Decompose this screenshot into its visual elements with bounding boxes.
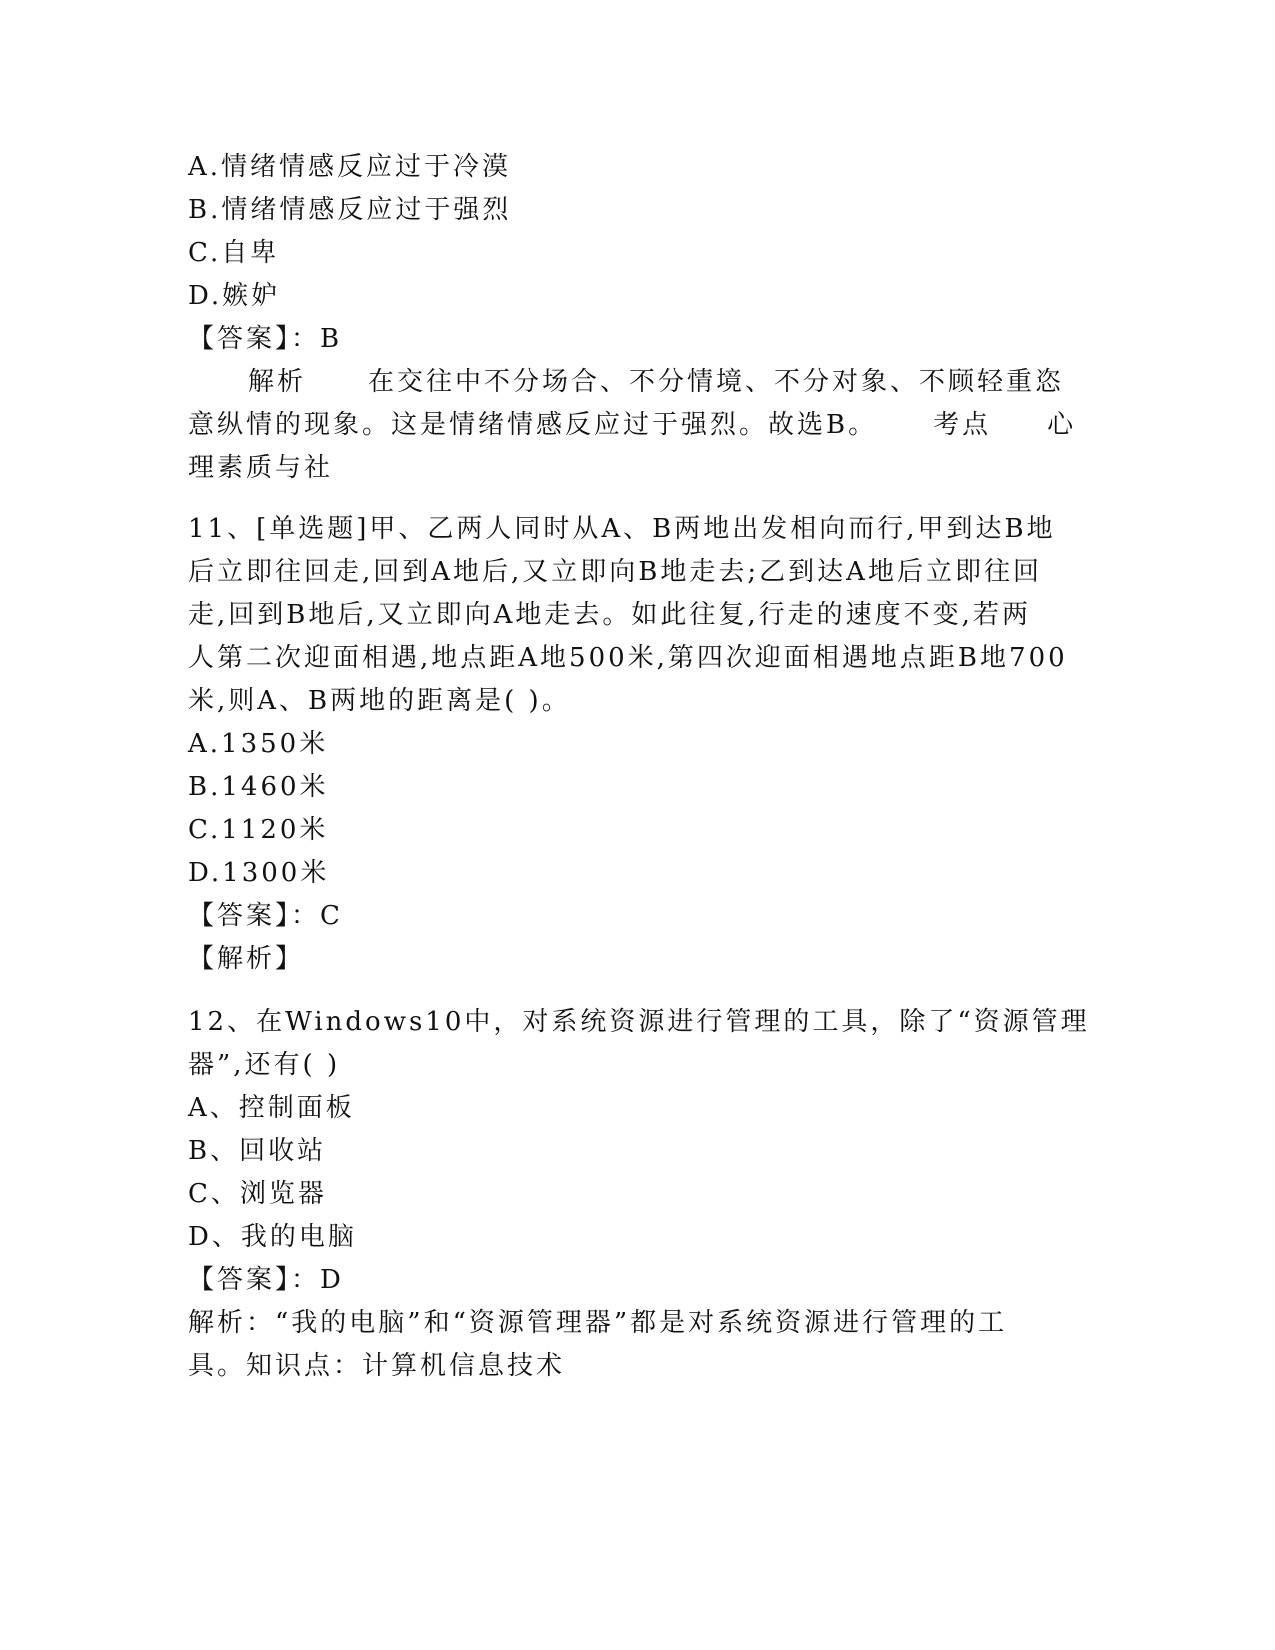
option-d: D、我的电脑 (188, 1222, 357, 1252)
document-page (188, 146, 1088, 1388)
option-c: C、浏览器 (188, 1179, 327, 1209)
stem-line: 走,回到B地后,又立即向A地走去。如此往复,行走的速度不变,若两 (188, 600, 1031, 630)
stem-line: 人第二次迎面相遇,地点距A地500米,第四次迎面相遇地点距B地700 (188, 643, 1068, 673)
option-d: D.1300米 (188, 858, 330, 888)
question-11-stem (188, 508, 1088, 723)
option-c: C.自卑 (188, 238, 280, 268)
question-12-stem (188, 1001, 1088, 1087)
question-10-analysis (188, 361, 1088, 490)
analysis-text-continued: 意纵情的现象。这是情绪情感反应过于强烈。故选B。 (188, 410, 878, 440)
analysis-line: 具。知识点：计算机信息技术 (188, 1351, 566, 1381)
option-a: A.1350米 (188, 729, 329, 759)
point-label: 考点 (933, 410, 992, 440)
option-a: A、控制面板 (188, 1093, 355, 1123)
point-text-continued: 理素质与社 (188, 453, 334, 483)
option-b: B.1460米 (188, 772, 329, 802)
analysis-line: 解析：“我的电脑”和“资源管理器”都是对系统资源进行管理的工 (188, 1308, 1008, 1338)
analysis-text: 在交往中不分场合、不分情境、不分对象、不顾轻重恣 (368, 367, 1065, 397)
point-text: 心 (1047, 410, 1077, 440)
stem-line: 后立即往回走,回到A地后,又立即向B地走去;乙到达A地后立即往回 (188, 557, 1042, 587)
stem-line: 米,则A、B两地的距离是( )。 (188, 686, 571, 716)
option-a: A.情绪情感反应过于冷漠 (188, 152, 512, 182)
question-11-options (188, 723, 1088, 895)
question-12-analysis (188, 1302, 1088, 1388)
question-12-options (188, 1087, 1088, 1259)
analysis-label: 解析 (248, 367, 307, 397)
question-10-answer: 【答案】：B (188, 324, 343, 354)
question-12-answer: 【答案】：D (188, 1265, 344, 1295)
option-b: B、回收站 (188, 1136, 327, 1166)
option-d: D.嫉妒 (188, 281, 281, 311)
option-c: C.1120米 (188, 815, 329, 845)
question-11-answer: 【答案】：C (188, 901, 343, 931)
option-b: B.情绪情感反应过于强烈 (188, 195, 512, 225)
stem-line: 12、在Windows10中，对系统资源进行管理的工具，除了“资源管理 (188, 1007, 1090, 1037)
stem-line: 器”,还有( ) (188, 1050, 341, 1080)
question-11-analysis: 【解析】 (188, 944, 305, 974)
stem-line: 11、[单选题]甲、乙两人同时从A、B两地出发相向而行,甲到达B地 (188, 514, 1056, 544)
question-10-options (188, 146, 1088, 318)
